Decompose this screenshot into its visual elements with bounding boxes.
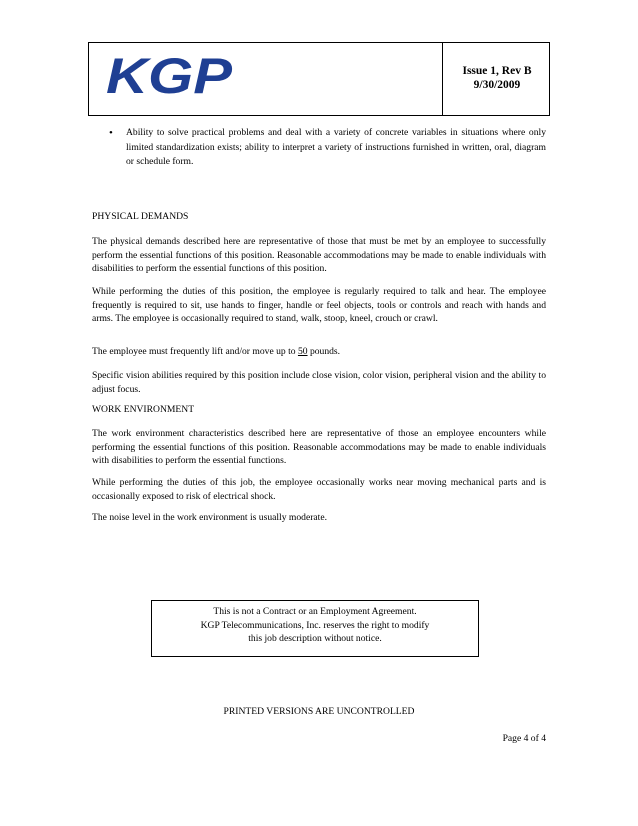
bullet-item: Ability to solve practical problems and deal with a variety of concrete variables in situations where only limited standardization exists; ability to interpret a variety of instructions furnished in written, oral, diagram or schedule form.: [126, 127, 546, 167]
physical-paragraph-3: [92, 345, 546, 359]
physical-paragraph-2: While performing the duties of this position, the employee is regularly required to talk and hear. The employee frequently is required to sit, use hands to finger, handle or feel objects, tools or controls and reach with hands and arms. The employee is occasionally required to stand, walk, stoop, kneel, crouch or crawl.: [92, 286, 546, 324]
physical-paragraph-4: Specific vision abilities required by this position include close vision, color vision, peripheral vision and the ability to adjust focus.: [92, 370, 546, 395]
physical-demands-heading: PHYSICAL DEMANDS: [92, 211, 189, 222]
physical-paragraph-1: The physical demands described here are representative of those that must be met by an employee to successfully perform the essential functions of this position. Reasonable accommodations may be made to enable individuals with disabilities to perform the essential functions of this position.: [92, 236, 546, 274]
lift-text-after: pounds.: [307, 346, 341, 357]
page-number: Page 4 of 4: [502, 733, 546, 744]
work-paragraph-2: While performing the duties of this job, the employee occasionally works near moving mechanical parts and is occasionally exposed to risk of electrical shock.: [92, 477, 546, 502]
uncontrolled-notice: PRINTED VERSIONS ARE UNCONTROLLED: [223, 706, 415, 717]
issue-revision: Issue 1, Rev B: [462, 65, 532, 77]
work-environment-heading: WORK ENVIRONMENT: [92, 404, 195, 415]
issue-date: 9/30/2009: [473, 79, 521, 91]
work-paragraph-1: The work environment characteristics described here are representative of those an employee encounters while performing the essential functions of this position. Reasonable accommodations may be made to enable individuals with disabilities to perform the essential functions.: [92, 428, 546, 466]
logo-text: KGP: [106, 54, 233, 98]
disclaimer-box: [151, 600, 479, 657]
issue-info: [444, 64, 550, 92]
disclaimer-line-1: This is not a Contract or an Employment Agreement.: [213, 606, 417, 617]
disclaimer-line-2: KGP Telecommunications, Inc. reserves the right to modify: [200, 619, 430, 631]
work-paragraph-3: The noise level in the work environment is usually moderate.: [92, 512, 327, 523]
lift-text-before: The employee must frequently lift and/or move up to: [92, 346, 298, 357]
disclaimer-line-3: this job description without notice.: [248, 633, 382, 644]
kgp-logo: [104, 54, 236, 98]
bullet-icon: •: [109, 127, 113, 139]
lift-weight: 50: [297, 346, 308, 357]
